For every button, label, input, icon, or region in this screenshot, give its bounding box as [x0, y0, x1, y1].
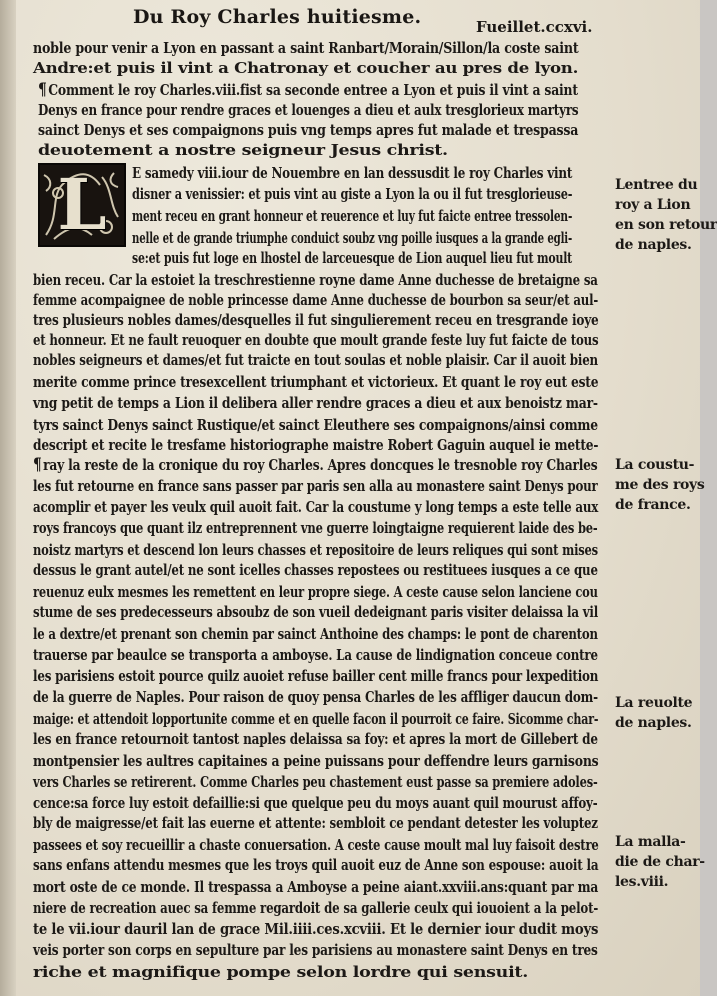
text-line: deuotement a nostre seigneur Jesus christ.	[38, 141, 448, 159]
margin-note-line: La coustu-	[615, 457, 695, 473]
text-line: merite comme prince tresexcellent triumphant et victorieux. Et quant le roy eut este	[33, 373, 599, 391]
text-line: sans enfans attendu mesmes que les troys quil auoit euz de Anne son espouse: auoit la	[33, 856, 599, 874]
text-line: le a dextre/et prenant son chemin par sainct Anthoine des champs: le pont de charenton	[33, 625, 598, 643]
margin-note	[615, 832, 705, 892]
margin-note-line: roy a Lion	[615, 197, 691, 213]
text-line: tres plusieurs nobles dames/desquelles il fut singulierement receu en tresgrande ioye	[33, 311, 599, 329]
text-line: et honneur. Et ne fault reuoquer en doubte que moult grande feste luy fut faicte de tous	[33, 331, 599, 349]
text-line: tyrs sainct Denys sainct Rustique/et sainct Eleuthere ses compaignons/ainsi comme	[33, 416, 598, 434]
margin-note-line: La malla-	[615, 834, 686, 850]
margin-note-line: de naples.	[615, 237, 692, 253]
text-line: de la guerre de Naples. Pour raison de quoy pensa Charles de les affliger daucun dom-	[33, 688, 598, 706]
text-line: les parisiens estoit pource quilz auoiet refuse bailler cent mille francs pour lexpedition	[33, 667, 599, 685]
text-line: nelle et de grande triumphe conduict soubz vng poille iusques a la grande egli-	[132, 229, 573, 247]
text-line: ment receu en grant honneur et reuerence et luy fut faicte entree tressolen-	[132, 207, 573, 225]
margin-note	[615, 175, 717, 255]
text-line: te le vii.iour dauril lan de grace Mil.iiii.ces.xcviii. Et le dernier iour dudit moys	[33, 920, 599, 938]
margin-note	[615, 455, 705, 515]
initial-letter: L	[57, 163, 107, 246]
text-line: veis porter son corps en sepulture par les parisiens au monastere saint Denys en tres	[33, 941, 598, 959]
running-title: Du Roy Charles huitiesme.	[133, 6, 422, 28]
text-line: les en france retournoit tantost naples delaissa sa foy: et apres la mort de Gillebert de	[33, 730, 598, 748]
margin-note	[615, 693, 699, 733]
margin-note-line: de france.	[615, 497, 691, 513]
text-line: sainct Denys et ses compaignons puis vng temps apres fut malade et trespassa	[38, 121, 579, 139]
text-line: bien receu. Car la estoiet la treschrestienne royne dame Anne duchesse de bretaigne sa	[33, 271, 598, 289]
text-line: niere de recreation auec sa femme regardoit de sa gallerie ceulx qui iouoient a la pelot-	[33, 899, 599, 917]
text-line: montpensier les aultres capitaines a peine puissans pour deffendre leurs garnisons	[33, 752, 599, 770]
text-line: ¶ ray la reste de la cronique du roy Charles. Apres doncques le tresnoble roy Charles	[33, 455, 598, 475]
margin-note-line: La reuolte	[615, 695, 693, 711]
margin-note-line: en son retour	[615, 217, 717, 233]
text-line: disner a venissier: et puis vint au giste a Lyon la ou il fut tresglorieuse-	[132, 185, 573, 203]
margin-note-line: die de char-	[615, 854, 705, 870]
text-line: stume de ses predecesseurs absoubz de son vueil dedeignant paris visiter delaissa la vil	[33, 603, 599, 621]
margin-note-line: les.viii.	[615, 874, 669, 890]
page-gutter-edge	[0, 0, 16, 996]
text-line: vng petit de temps a Lion il delibera aller rendre graces a dieu et aux benoistz mar-	[33, 394, 598, 412]
text-line: cence:sa force luy estoit defaillie:si que quelque peu du moys auant quil mourust affoy-	[33, 794, 598, 812]
pilcrow-icon: ¶	[38, 80, 47, 100]
pilcrow-icon: ¶	[33, 455, 42, 475]
text-line: femme acompaignee de noble princesse dame Anne duchesse de bourbon sa seur/et aul-	[33, 291, 599, 309]
text-line: noble pour venir a Lyon en passant a saint Ranbart/Morain/Sillon/la coste saint	[33, 39, 579, 57]
text-line: reuenuz eulx mesmes les remettent en leur propre siege. A ceste cause selon lanciene cou	[33, 583, 598, 601]
margin-note-line: de naples.	[615, 715, 692, 731]
text-line: Andre:et puis il vint a Chatronay et coucher au pres de lyon.	[33, 59, 579, 77]
decorated-initial	[38, 163, 126, 247]
text-line: mort oste de ce monde. Il trespassa a Amboyse a peine aiant.xxviii.ans:quant par ma	[33, 878, 599, 896]
text-line: trauerse par beaulce se transporta a amboyse. La cause de lindignation conceue contre	[33, 646, 598, 664]
text-line: Denys en france pour rendre graces et louenges a dieu et aulx tresglorieux martyrs	[38, 101, 579, 119]
text-line: E samedy viii.iour de Nouembre en lan dessusdit le roy Charles vint	[132, 164, 573, 182]
text-line: riche et magnifique pompe selon lordre qui sensuit.	[33, 963, 529, 981]
text-line: bly de maigresse/et fait las euerne et attente: sembloit ce pendant detester les voluptez	[33, 814, 598, 832]
margin-note-line: me des roys	[615, 477, 705, 493]
text-line: dessus le grant autel/et ne sont icelles chasses repostees ou restituees iusques a ce que	[33, 561, 598, 579]
text-line: vers Charles se retirerent. Comme Charles peu chastement eust passe sa premiere adoles-	[33, 773, 598, 791]
text-line: les fut retourne en france sans passer par paris sen alla au monastere saint Denys pour	[33, 477, 598, 495]
text-line: ¶ Comment le roy Charles.viii.fist sa seconde entree a Lyon et puis il vint a saint	[38, 80, 578, 100]
text-line: descript et recite le tresfame historiographe maistre Robert Gaguin auquel ie mette-	[33, 436, 599, 454]
margin-note-line: Lentree du	[615, 177, 698, 193]
text-line: acomplir et payer les veulx quil auoit fait. Car la coustume y long temps a este telle aux	[33, 498, 599, 516]
text-line: nobles seigneurs et dames/et fut traicte en tout soulas et noble plaisir. Car il auoit bien	[33, 351, 598, 369]
text-line: roys francoys que quant ilz entreprennent vne guerre loingtaigne requierent laide des be-	[33, 519, 598, 537]
text-line: se:et puis fut loge en lhostel de larceuesque de Lion auquel lieu fut moult	[132, 249, 573, 267]
text-line: noistz martyrs et descend lon leurs chasses et repositoire de leurs reliques qui sont mises	[33, 541, 598, 559]
folio-number: Fueillet.ccxvi.	[476, 18, 593, 36]
text-line: maige: et attendoit lopportunite comme et en quelle facon il pourroit ce faire. Sicomme char-	[33, 710, 599, 728]
text-line: passees et soy recueillir a chaste conuersation. A ceste cause moult mal luy faisoit destre	[33, 836, 599, 854]
